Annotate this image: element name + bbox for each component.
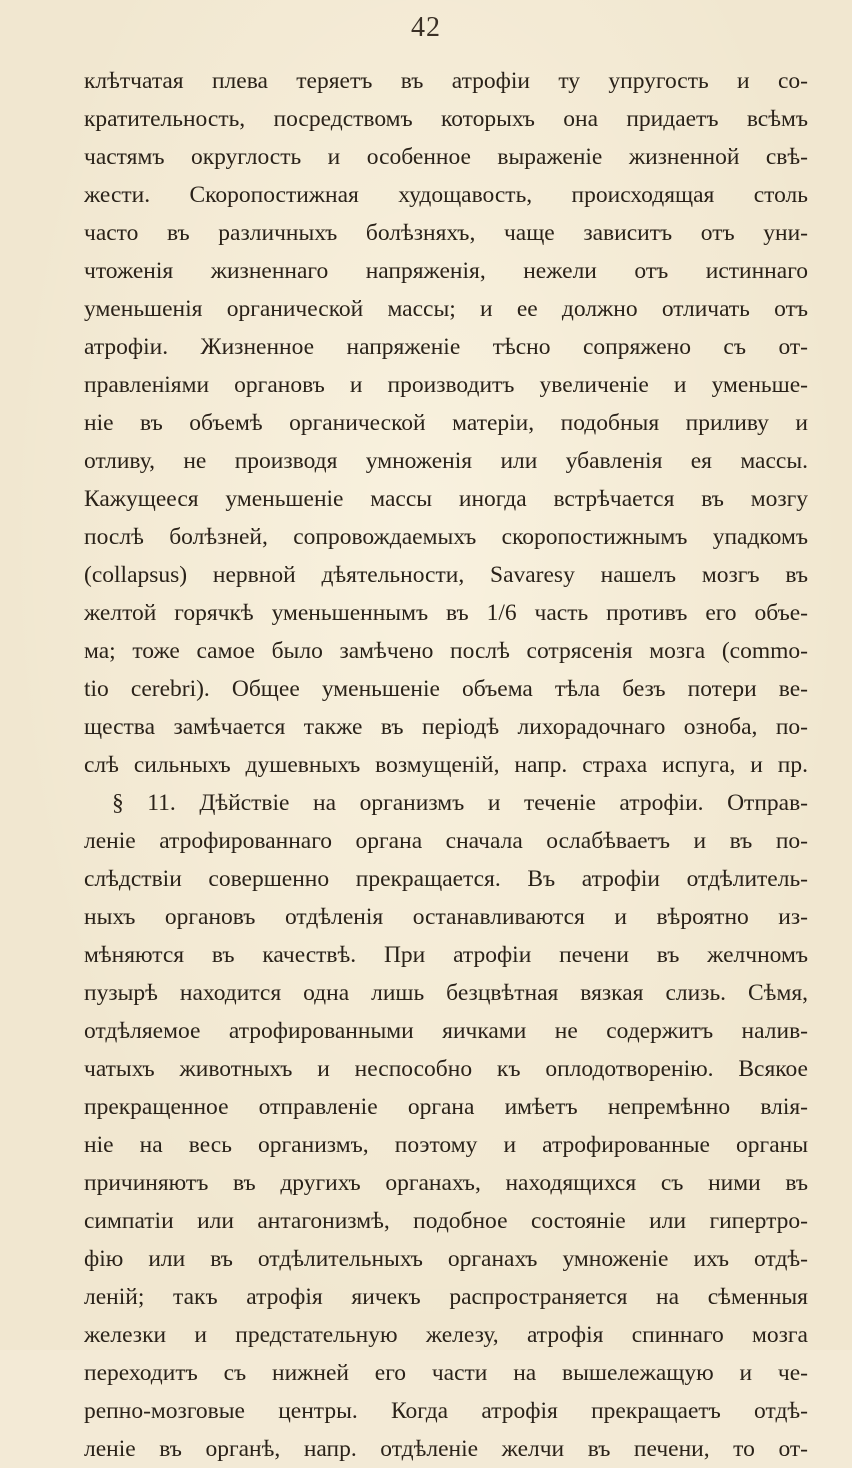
text-line: репно-мозговые центры. Когда атрофія прекращаетъ отдѣ- xyxy=(84,1398,808,1424)
text-line: tio cerebri). Общее уменьшеніе объема тѣла безъ потери ве- xyxy=(84,676,808,702)
text-line: прекращенное отправленіе органа имѣетъ непремѣнно влія- xyxy=(84,1094,808,1120)
section-heading-line: § 11. Дѣйствіе на организмъ и теченіе атрофіи. Отправ- xyxy=(112,790,808,816)
text-line: Кажущееся уменьшеніе массы иногда встрѣчается въ мозгу xyxy=(84,486,808,512)
text-line: часто въ различныхъ болѣзняхъ, чаще зависитъ отъ уни- xyxy=(84,220,808,246)
text-line: леній; такъ атрофія яичекъ распространяется на сѣменныя xyxy=(84,1284,808,1310)
text-line: правленіями органовъ и производитъ увеличеніе и уменьше- xyxy=(84,372,808,398)
text-line: жести. Скоропостижная худощавость, происходящая столь xyxy=(84,182,808,208)
text-line: слѣ сильныхъ душевныхъ возмущеній, напр. страха испуга, и пр. xyxy=(84,752,808,778)
text-line: фію или въ отдѣлительныхъ органахъ умноженіе ихъ отдѣ- xyxy=(84,1246,808,1272)
text-line: клѣтчатая плева теряетъ въ атрофіи ту упругость и со- xyxy=(84,68,808,94)
text-line: мѣняются въ качествѣ. При атрофіи печени въ желчномъ xyxy=(84,942,808,968)
text-line: ма; тоже самое было замѣчено послѣ сотрясенія мозга (commo- xyxy=(84,638,808,664)
text-line: ніе на весь организмъ, поэтому и атрофированные органы xyxy=(84,1132,808,1158)
text-line: (collapsus) нервной дѣятельности, Savaresy нашелъ мозгъ въ xyxy=(84,562,808,588)
text-line: кратительность, посредствомъ которыхъ она придаетъ всѣмъ xyxy=(84,106,808,132)
text-line: ныхъ органовъ отдѣленія останавливаются и вѣроятно из- xyxy=(84,904,808,930)
text-line: отливу, не производя умноженія или убавленія ея массы. xyxy=(84,448,808,474)
text-line: чатыхъ животныхъ и неспособно къ оплодотворенію. Всякое xyxy=(84,1056,808,1082)
text-line: слѣдствіи совершенно прекращается. Въ атрофіи отдѣлитель- xyxy=(84,866,808,892)
text-line: леніе въ органѣ, напр. отдѣленіе желчи въ печени, то от- xyxy=(84,1436,808,1462)
page-number: 42 xyxy=(411,12,441,43)
text-line: желтой горячкѣ уменьшеннымъ въ 1/6 часть противъ его объе- xyxy=(84,600,808,626)
text-line: частямъ округлость и особенное выраженіе жизненной свѣ- xyxy=(84,144,808,170)
text-line: причиняютъ въ другихъ органахъ, находящихся съ ними въ xyxy=(84,1170,808,1196)
text-line: уменьшенія органической массы; и ее должно отличать отъ xyxy=(84,296,808,322)
text-line: послѣ болѣзней, сопровождаемыхъ скоропостижнымъ упадкомъ xyxy=(84,524,808,550)
text-line: пузырѣ находится одна лишь безцвѣтная вязкая слизь. Сѣмя, xyxy=(84,980,808,1006)
text-line: щества замѣчается также въ періодѣ лихорадочнаго озноба, по- xyxy=(84,714,808,740)
text-line: леніе атрофированнаго органа сначала ослабѣваетъ и въ по- xyxy=(84,828,808,854)
text-line: симпатіи или антагонизмѣ, подобное состояніе или гипертро- xyxy=(84,1208,808,1234)
text-line: железки и предстательную железу, атрофія спиннаго мозга xyxy=(84,1322,808,1348)
text-line: чтоженія жизненнаго напряженія, нежели отъ истиннаго xyxy=(84,258,808,284)
body-text xyxy=(84,62,808,1468)
text-line: атрофіи. Жизненное напряженіе тѣсно сопряжено съ от- xyxy=(84,334,808,360)
text-line: переходитъ съ нижней его части на вышележащую и че- xyxy=(84,1360,808,1386)
text-line: ніе въ объемѣ органической матеріи, подобныя приливу и xyxy=(84,410,808,436)
text-line: отдѣляемое атрофированными яичками не содержитъ налив- xyxy=(84,1018,808,1044)
